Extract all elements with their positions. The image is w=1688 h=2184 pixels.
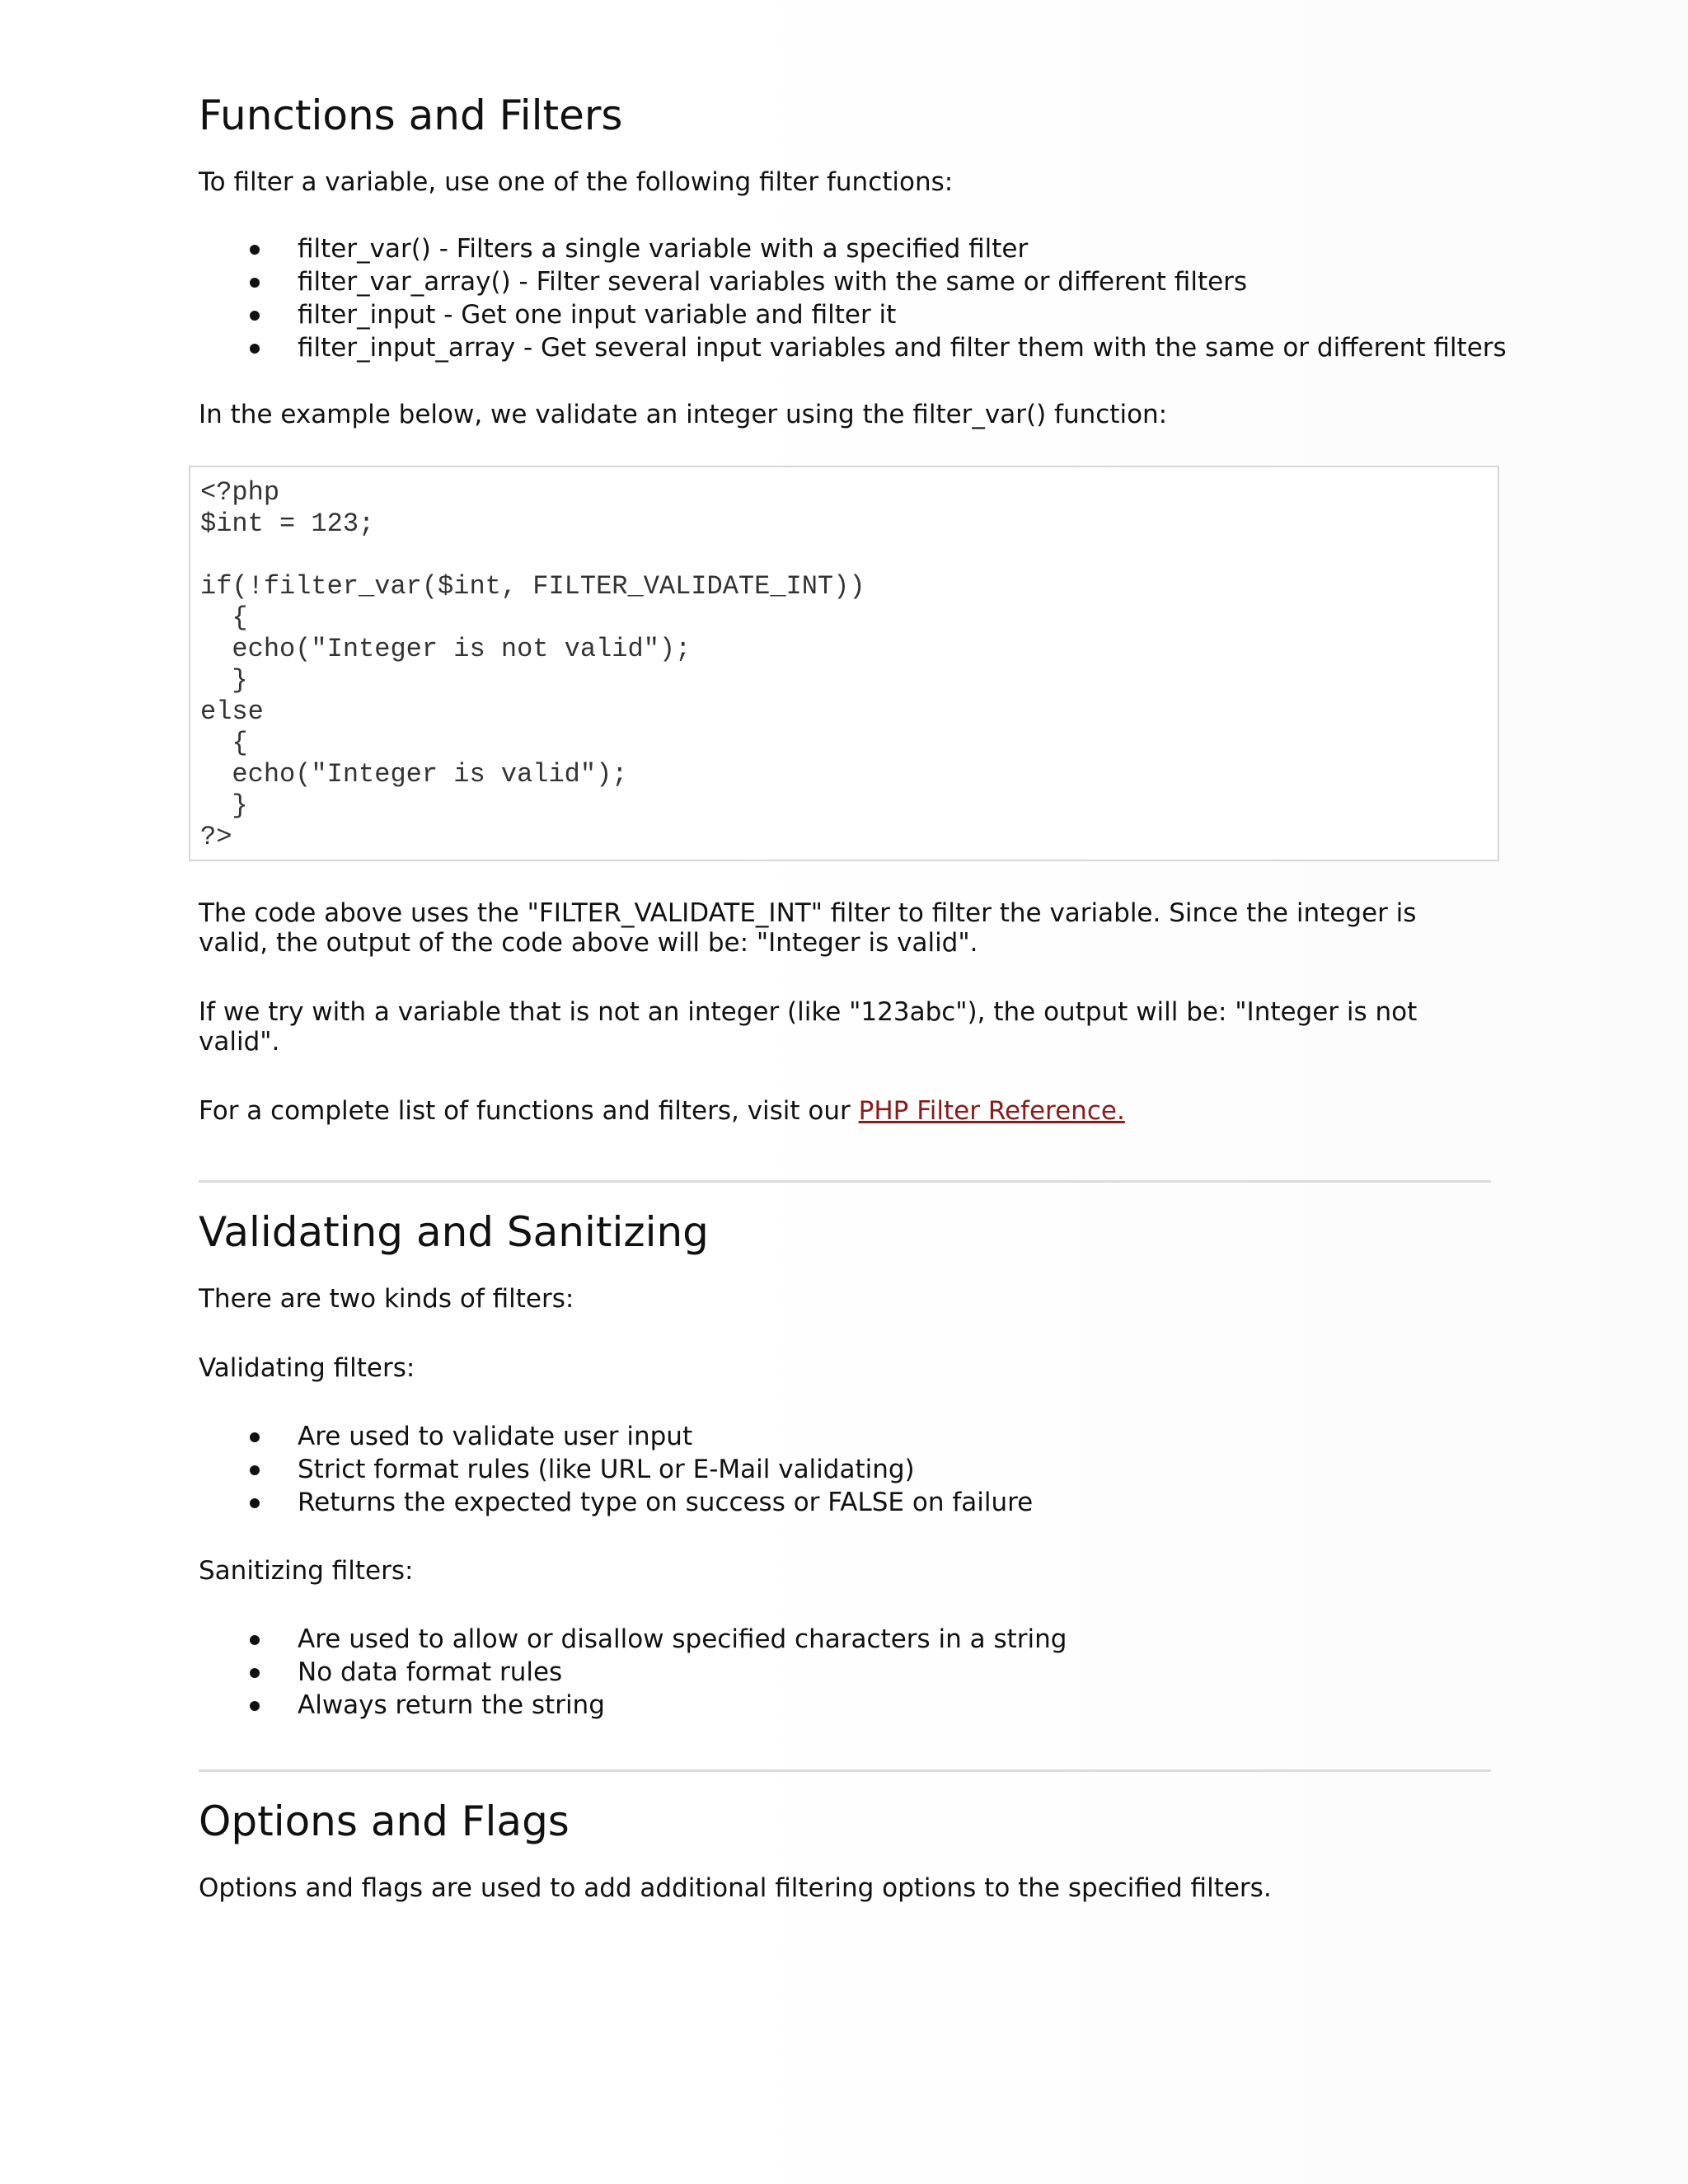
section-title-validating-and-sanitizing: Validating and Sanitizing bbox=[199, 1208, 709, 1256]
list-item bbox=[199, 298, 1493, 331]
reference-paragraph bbox=[199, 1096, 1493, 1126]
list-item bbox=[199, 1453, 1493, 1486]
filter-functions-list bbox=[199, 232, 1507, 364]
list-item-text: filter_var() - Filters a single variable with a specified filter bbox=[298, 234, 1029, 264]
section-title-options-and-flags: Options and Flags bbox=[199, 1797, 570, 1845]
list-item-text: Always return the string bbox=[298, 1690, 605, 1720]
list-item-text: filter_input - Get one input variable and filter it bbox=[298, 300, 897, 330]
section-divider bbox=[199, 1769, 1491, 1772]
validating-filters-label: Validating filters: bbox=[199, 1353, 415, 1383]
section-divider bbox=[199, 1180, 1491, 1183]
php-filter-reference-link[interactable]: PHP Filter Reference. bbox=[858, 1096, 1125, 1126]
document-content bbox=[199, 91, 1507, 1903]
list-item-text: Strict format rules (like URL or E-Mail validating) bbox=[298, 1455, 915, 1484]
list-item-text: Returns the expected type on success or FALSE on failure bbox=[298, 1488, 1034, 1517]
section-title-functions-and-filters: Functions and Filters bbox=[199, 91, 623, 139]
bullet-icon bbox=[250, 278, 260, 288]
example-intro: In the example below, we validate an integer using the filter_var() function: bbox=[199, 400, 1168, 429]
bullet-icon bbox=[250, 1432, 260, 1442]
explanation-line-2: valid, the output of the code above will be: "Integer is valid". bbox=[199, 928, 978, 958]
php-code: <?php $int = 123; if(!filter_var($int, FILTER_VALIDATE_INT)) { echo("Integer is not valid"); } else { echo("Integer is valid"); } ?> bbox=[200, 477, 865, 852]
bullet-icon bbox=[250, 311, 260, 321]
sanitizing-filters-label: Sanitizing filters: bbox=[199, 1556, 414, 1586]
list-item bbox=[199, 265, 1493, 298]
bullet-icon bbox=[250, 1701, 260, 1711]
validating-filters-list bbox=[199, 1420, 1493, 1519]
bullet-icon bbox=[250, 1498, 260, 1508]
list-item-text: filter_input_array - Get several input variables and filter them with the same or different filters bbox=[298, 333, 1507, 363]
bullet-icon bbox=[250, 1635, 260, 1645]
list-item-text: No data format rules bbox=[298, 1657, 563, 1687]
list-item bbox=[199, 1689, 1493, 1722]
filter-kinds-intro: There are two kinds of filters: bbox=[199, 1284, 574, 1314]
options-flags-intro: Options and flags are used to add additional filtering options to the specified filters. bbox=[199, 1873, 1272, 1903]
bullet-icon bbox=[250, 344, 260, 354]
bullet-icon bbox=[250, 1668, 260, 1678]
list-item bbox=[199, 1420, 1493, 1453]
invalid-example-paragraph bbox=[199, 997, 1493, 1057]
bullet-icon bbox=[250, 245, 260, 255]
list-item-text: Are used to validate user input bbox=[298, 1422, 693, 1451]
list-item bbox=[199, 1656, 1493, 1689]
invalid-line-1: If we try with a variable that is not an integer (like "123abc"), the output will be: "Integer is not bbox=[199, 997, 1418, 1027]
explanation-line-1: The code above uses the "FILTER_VALIDATE_INT" filter to filter the variable. Since the integer is bbox=[199, 898, 1417, 928]
list-item-text: Are used to allow or disallow specified characters in a string bbox=[298, 1624, 1067, 1654]
functions-intro: To filter a variable, use one of the following filter functions: bbox=[199, 167, 954, 197]
code-example-box bbox=[189, 466, 1499, 861]
list-item-text: filter_var_array() - Filter several variables with the same or different filters bbox=[298, 267, 1248, 297]
reference-prefix: For a complete list of functions and filters, visit our bbox=[199, 1096, 859, 1126]
list-item bbox=[199, 1486, 1493, 1519]
explanation-paragraph bbox=[199, 898, 1493, 958]
list-item bbox=[199, 232, 1493, 265]
sanitizing-filters-list bbox=[199, 1623, 1493, 1722]
bullet-icon bbox=[250, 1465, 260, 1475]
list-item bbox=[199, 1623, 1493, 1656]
list-item bbox=[199, 331, 1507, 364]
invalid-line-2: valid". bbox=[199, 1027, 280, 1057]
